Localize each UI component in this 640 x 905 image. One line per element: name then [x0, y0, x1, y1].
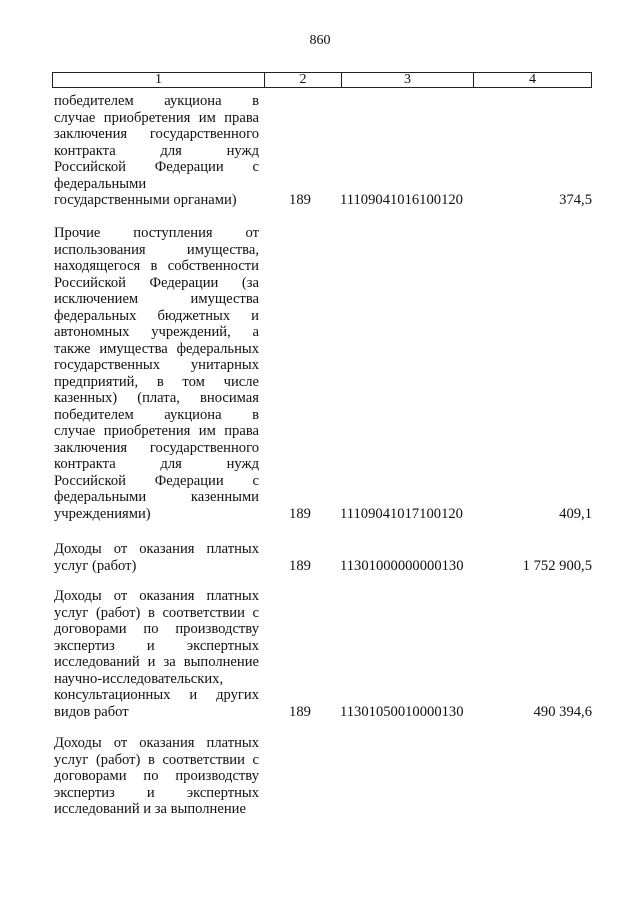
header-col-3: 3 — [342, 73, 474, 87]
description-line: договорами по производству — [54, 621, 259, 637]
row-description — [54, 541, 259, 574]
description-line: контракта для нужд — [54, 456, 259, 472]
page-number: 860 — [309, 33, 331, 48]
description-line: исключением имущества — [54, 291, 259, 307]
description-line: победителем аукциона в — [54, 93, 259, 109]
description-line: услуг (работ) в соответствии с — [54, 751, 259, 768]
description-line: Прочие поступления от — [54, 225, 259, 241]
description-line: предприятий, в том числе — [54, 373, 259, 390]
description-line: находящегося в собственности — [54, 258, 259, 274]
description-line: заключения государственного — [54, 126, 259, 142]
description-line: видов работ — [54, 703, 129, 720]
row-description — [54, 735, 259, 818]
header-col-1: 1 — [53, 73, 265, 87]
description-line: научно-исследовательских, — [54, 670, 224, 687]
description-line: федеральных бюджетных и — [54, 307, 259, 324]
description-line: федеральными казенными — [54, 489, 259, 505]
kbk-code: 11301000000000130 — [340, 557, 464, 574]
kbk-code: 11109041017100120 — [340, 505, 463, 522]
description-line: использования имущества, — [54, 241, 259, 258]
description-line: заключения государственного — [54, 439, 259, 456]
admin-code: 189 — [289, 192, 311, 208]
description-line: Российской Федерации с — [54, 159, 259, 175]
description-line: случае приобретения им права — [54, 109, 259, 126]
description-line: государственными органами) — [54, 192, 237, 208]
description-line: исследований и за выполнение — [54, 654, 259, 670]
description-line: случае приобретения им права — [54, 423, 259, 439]
description-line: договорами по производству — [54, 768, 259, 784]
description-line: услуг (работ) в соответствии с — [54, 604, 259, 621]
kbk-code: 11109041016100120 — [340, 192, 463, 208]
description-line: также имущества федеральных — [54, 340, 259, 357]
description-line: исследований и за выполнение — [54, 801, 246, 817]
description-line: федеральными — [54, 175, 147, 192]
amount-value: 490 394,6 — [533, 703, 592, 720]
description-line: казенных) (плата, вносимая — [54, 390, 259, 406]
amount-value: 409,1 — [559, 505, 592, 522]
description-line: победителем аукциона в — [54, 406, 259, 423]
description-line: автономных учреждений, а — [54, 324, 259, 340]
description-line: Доходы от оказания платных — [54, 541, 259, 557]
description-line: контракта для нужд — [54, 142, 259, 159]
description-line: государственных унитарных — [54, 357, 259, 373]
description-line: консультационных и других — [54, 687, 259, 703]
description-line: Доходы от оказания платных — [54, 735, 259, 751]
amount-value: 1 752 900,5 — [522, 557, 592, 574]
table-header — [52, 72, 592, 88]
admin-code: 189 — [289, 703, 311, 720]
row-description — [54, 225, 259, 522]
description-line: экспертиз и экспертных — [54, 637, 259, 654]
admin-code: 189 — [289, 505, 311, 522]
description-line: Российской Федерации (за — [54, 274, 259, 291]
row-description — [54, 93, 259, 209]
description-line: Доходы от оказания платных — [54, 588, 259, 604]
admin-code: 189 — [289, 557, 311, 574]
description-line: экспертиз и экспертных — [54, 784, 259, 801]
row-description — [54, 588, 259, 720]
description-line: услуг (работ) — [54, 557, 137, 574]
description-line: учреждениями) — [54, 505, 151, 522]
kbk-code: 11301050010000130 — [340, 703, 464, 720]
amount-value: 374,5 — [559, 192, 592, 208]
header-col-2: 2 — [265, 73, 342, 87]
header-col-4: 4 — [529, 72, 536, 87]
description-line: Российской Федерации с — [54, 472, 259, 489]
